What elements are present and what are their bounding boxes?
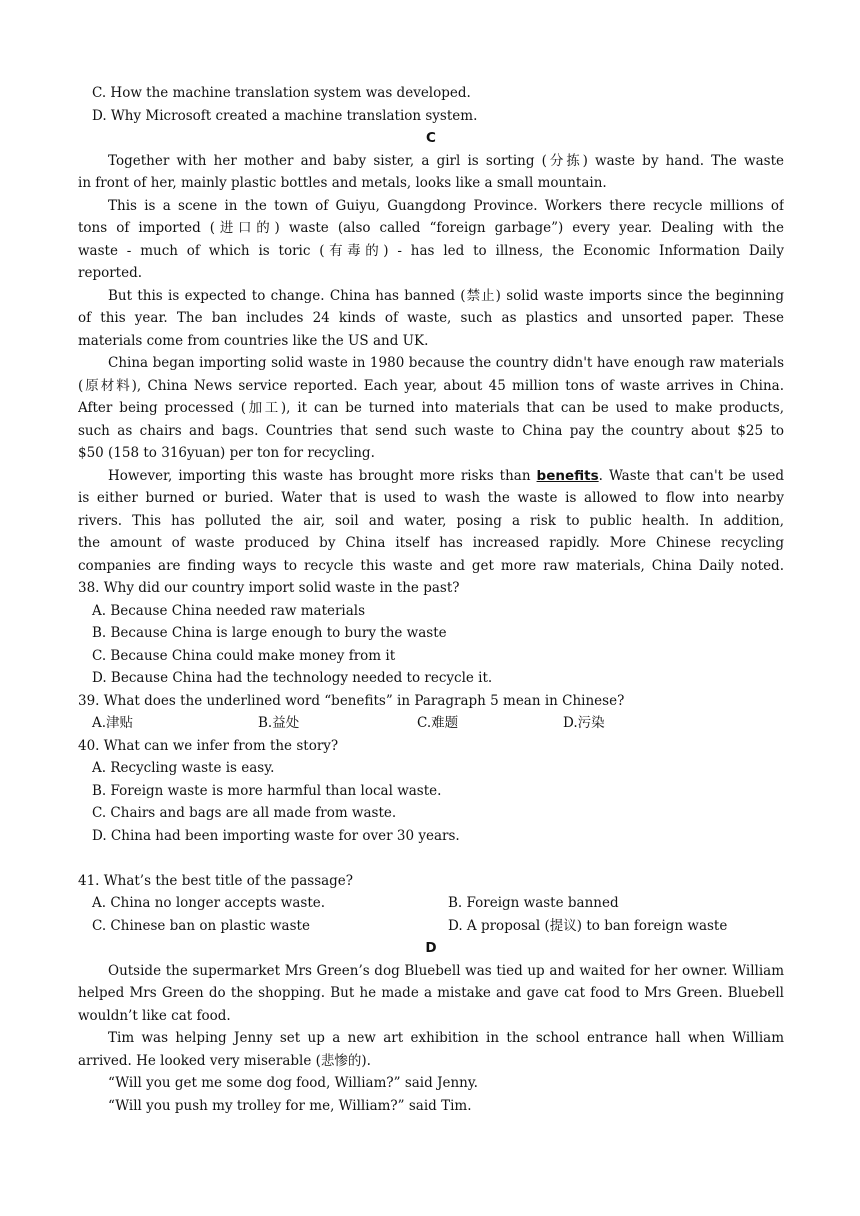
question-40-option: A. Recycling waste is easy. [92,760,275,776]
passage-c-line: waste - much of which is toric (有毒的) - has led to illness, the Economic Information Daily [78,242,784,259]
question-38-stem: 38. Why did our country import solid waste in the past? [78,580,460,596]
passage-c-line: reported. [78,265,143,281]
question-39-stem: 39. What does the underlined word “benefits” in Paragraph 5 mean in Chinese? [78,692,625,709]
passage-d-line: wouldn’t like cat food. [78,1007,231,1024]
passage-c-line: Together with her mother and baby sister, a girl is sorting (分拣) waste by hand. The waste [108,152,784,169]
passage-c-line: But this is expected to change. China has banned (禁止) solid waste imports since the beginning [108,287,784,304]
passage-c-line: in front of her, mainly plastic bottles and metals, looks like a small mountain. [78,175,607,191]
question-41-options-row [78,892,784,915]
question-41-option: B. Foreign waste banned [448,895,619,911]
passage-c-line: $50 (158 to 316yuan) per ton for recycling. [78,445,375,461]
exam-page [78,82,784,1117]
underlined-word-benefits: benefits [536,467,599,484]
passage-c-line: After being processed (加工), it can be turned into materials that can be used to make products, [78,400,784,416]
question-38-option: B. Because China is large enough to bury the waste [92,625,447,641]
passage-d-line: helped Mrs Green do the shopping. But he made a mistake and gave cat food to Mrs Green. Bluebell [78,985,784,1001]
passage-c-line: materials come from countries like the US and UK. [78,332,429,349]
passage-c-line: the amount of waste produced by China itself has increased rapidly. More Chinese recycling [78,535,784,551]
question-40-option: D. China had been importing waste for over 30 years. [92,827,460,844]
passage-d-line: arrived. He looked very miserable (悲惨的). [78,1052,371,1069]
question-41-option: C. Chinese ban on plastic waste [92,917,310,934]
question-41-option: A. China no longer accepts waste. [92,895,326,911]
passage-c-line: is either burned or buried. Water that is used to wash the waste is allowed to flow into nearby [78,490,784,506]
question-40-option: B. Foreign waste is more harmful than local waste. [92,782,442,799]
passage-c-line: This is a scene in the town of Guiyu, Guangdong Province. Workers there recycle millions of [108,197,784,214]
prev-option-c: C. How the machine translation system was developed. [92,85,471,101]
question-40-option: C. Chairs and bags are all made from waste. [92,805,397,821]
passage-c-line: China began importing solid waste in 1980 because the country didn't have enough raw materials [108,355,784,371]
passage-c-line: (原材料), China News service reported. Each year, about 45 million tons of waste arrives in China. [78,377,784,394]
passage-d-line: Outside the supermarket Mrs Green’s dog Bluebell was tied up and waited for her owner. William [108,962,784,979]
spacer [78,847,784,870]
passage-d-line: “Will you push my trolley for me, William?” said Tim. [108,1097,472,1114]
question-39-option: B.益处 [258,715,300,731]
passage-c-line: tons of imported (进口的) waste (also called “foreign garbage”) every year. Dealing with the [78,220,784,236]
passage-d-line: “Will you get me some dog food, William?” said Jenny. [108,1075,478,1091]
section-c-heading: C [426,130,436,146]
passage-c-line: such as chairs and bags. Countries that send such waste to China pay the country about $25 to [78,422,784,439]
question-40-stem: 40. What can we infer from the story? [78,737,339,754]
question-39-option: C.难题 [417,715,459,731]
passage-c-line: rivers. This has polluted the air, soil and water, posing a risk to public health. In addition, [78,512,784,529]
passage-c-line: of this year. The ban includes 24 kinds of waste, such as plastics and unsorted paper. These [78,310,784,326]
question-38-option: A. Because China needed raw materials [92,602,366,619]
passage-c-paragraph5-first-line [78,465,784,488]
question-38-option: D. Because China had the technology needed to recycle it. [92,670,493,686]
prev-option-d: D. Why Microsoft created a machine translation system. [92,107,478,124]
question-38-option: C. Because China could make money from it [92,647,396,664]
question-41-stem: 41. What’s the best title of the passage? [78,872,354,889]
question-41-options-row [78,915,784,938]
passage-d-line: Tim was helping Jenny set up a new art exhibition in the school entrance hall when William [108,1030,784,1046]
passage-c-line: companies are finding ways to recycle this waste and get more raw materials, China Daily noted. [78,557,784,574]
question-39-option: A.津贴 [92,715,134,731]
question-41-option: D. A proposal (提议) to ban foreign waste [448,917,728,934]
section-d-heading: D [425,940,437,956]
question-39-option: D.污染 [563,715,605,731]
question-39-options [78,712,784,735]
p5-start-text: However, importing this waste has brought more risks than [108,467,537,484]
p5-rest-text: . Waste that can't be used [598,467,784,484]
